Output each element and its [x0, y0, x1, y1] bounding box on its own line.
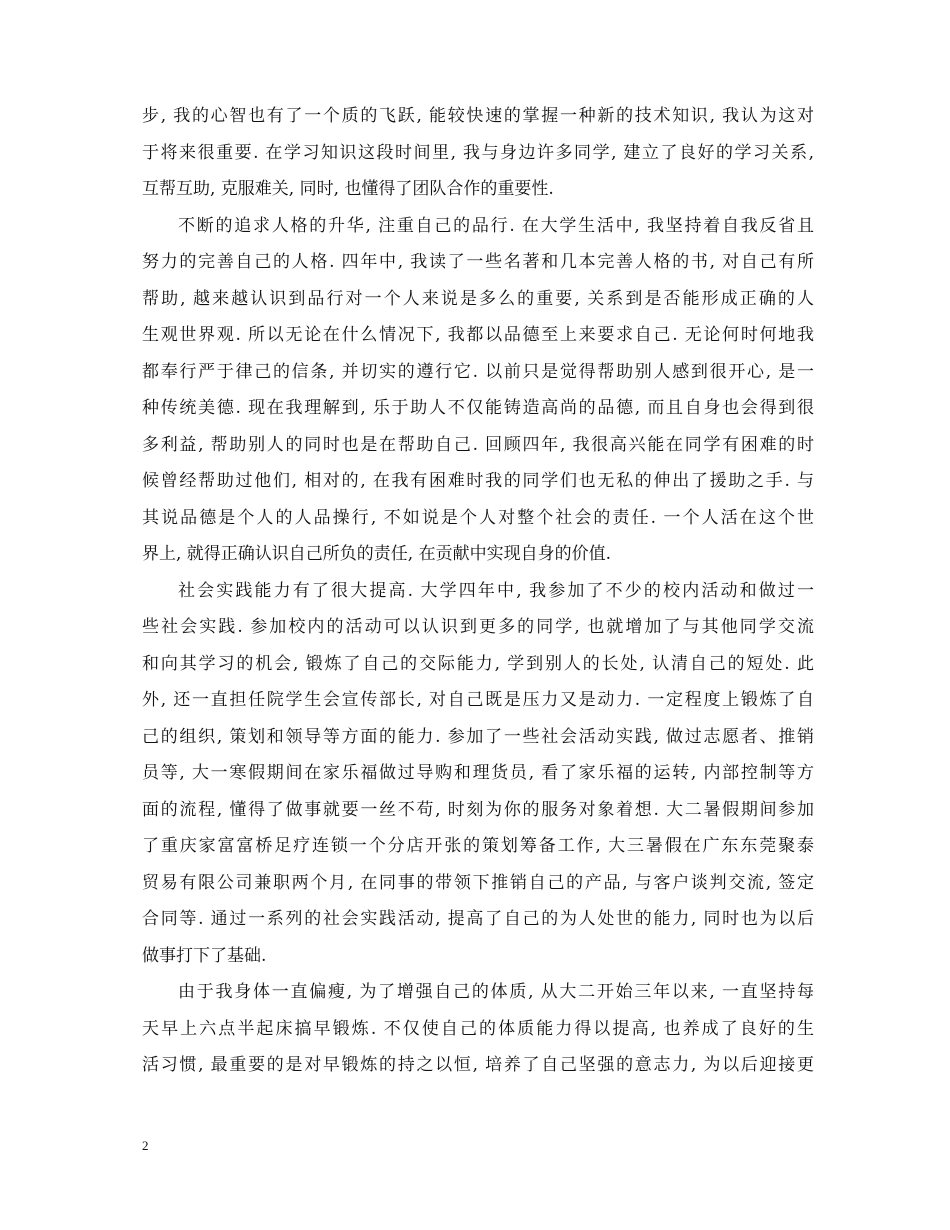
text-line: 贸易有限公司兼职两个月, 在同事的带领下推销自己的产品, 与客户谈判交流, 签定: [142, 872, 814, 893]
page-number: 2: [142, 1138, 149, 1153]
text-line: 互帮互助, 克服难关, 同时, 也懂得了团队合作的重要性.: [142, 179, 554, 199]
text-line: 做事打下了基础.: [142, 945, 267, 966]
text-line: 候曾经帮助过他们, 相对的, 在我有困难时我的同学们也无私的伸出了援助之手. 与: [142, 471, 814, 491]
paragraph: [142, 98, 814, 208]
text-line: 合同等. 通过一系列的社会实践活动, 提高了自己的为人处世的能力, 同时也为以后: [142, 909, 814, 929]
text-line: 和向其学习的机会, 锻炼了自己的交际能力, 学到别人的长处, 认清自己的短处. 此: [142, 653, 814, 674]
text-line: 面的流程, 懂得了做事就要一丝不苟, 时刻为你的服务对象着想. 大二暑假期间参加: [142, 799, 814, 820]
text-line: 多利益, 帮助别人的同时也是在帮助自己. 回顾四年, 我很高兴能在同学有困难的时: [142, 434, 814, 455]
text-line: 外, 还一直担任院学生会宣传部长, 对自己既是压力又是动力. 一定程度上锻炼了自: [142, 690, 814, 710]
text-line: 天早上六点半起床搞早锻炼. 不仅使自己的体质能力得以提高, 也养成了良好的生: [142, 1018, 814, 1039]
text-line: 种传统美德. 现在我理解到, 乐于助人不仅能铸造高尚的品德, 而且自身也会得到很: [142, 398, 814, 418]
text-line: 步, 我的心智也有了一个质的飞跃, 能较快速的掌握一种新的技术知识, 我认为这对: [142, 106, 814, 126]
text-line: 了重庆家富富桥足疗连锁一个分店开张的策划筹备工作, 大三暑假在广东东莞聚泰: [142, 836, 814, 856]
text-line: 些社会实践. 参加校内的活动可以认识到更多的同学, 也就增加了与其他同学交流: [142, 617, 814, 637]
text-line: 员等, 大一寒假期间在家乐福做过导购和理货员, 看了家乐福的运转, 内部控制等方: [142, 763, 814, 783]
text-line: 界上, 就得正确认识自己所负的责任, 在贡献中实现自身的价值.: [142, 544, 612, 564]
text-line: 于将来很重要. 在学习知识这段时间里, 我与身边许多同学, 建立了良好的学习关系,: [142, 142, 814, 163]
text-line: 其说品德是个人的人品操行, 不如说是个人对整个社会的责任. 一个人活在这个世: [142, 507, 814, 528]
text-line: 努力的完善自己的人格. 四年中, 我读了一些名著和几本完善人格的书, 对自己有所: [142, 252, 814, 272]
text-line: 生观世界观. 所以无论在什么情况下, 我都以品德至上来要求自己. 无论何时何地我: [142, 325, 814, 345]
text-line: 由于我身体一直偏瘦, 为了增强自己的体质, 从大二开始三年以来, 一直坚持每: [178, 982, 814, 1002]
text-line: 社会实践能力有了很大提高. 大学四年中, 我参加了不少的校内活动和做过一: [178, 580, 814, 601]
text-line: 都奉行严于律己的信条, 并切实的遵行它. 以前只是觉得帮助别人感到很开心, 是一: [142, 361, 814, 382]
text-line: 活习惯, 最重要的是对早锻炼的持之以恒, 培养了自己坚强的意志力, 为以后迎接更: [142, 1055, 814, 1075]
paragraph: [142, 573, 814, 975]
paragraph: [142, 974, 814, 1084]
text-line: 己的组织, 策划和领导等方面的能力. 参加了一些社会活动实践, 做过志愿者、推销: [142, 726, 814, 747]
text-line: 帮助, 越来越认识到品行对一个人来说是多么的重要, 关系到是否能形成正确的人: [142, 288, 814, 309]
paragraph: [142, 208, 814, 573]
body-text: [142, 98, 814, 1084]
text-line: 不断的追求人格的升华, 注重自己的品行. 在大学生活中, 我坚持着自我反省且: [178, 215, 814, 236]
